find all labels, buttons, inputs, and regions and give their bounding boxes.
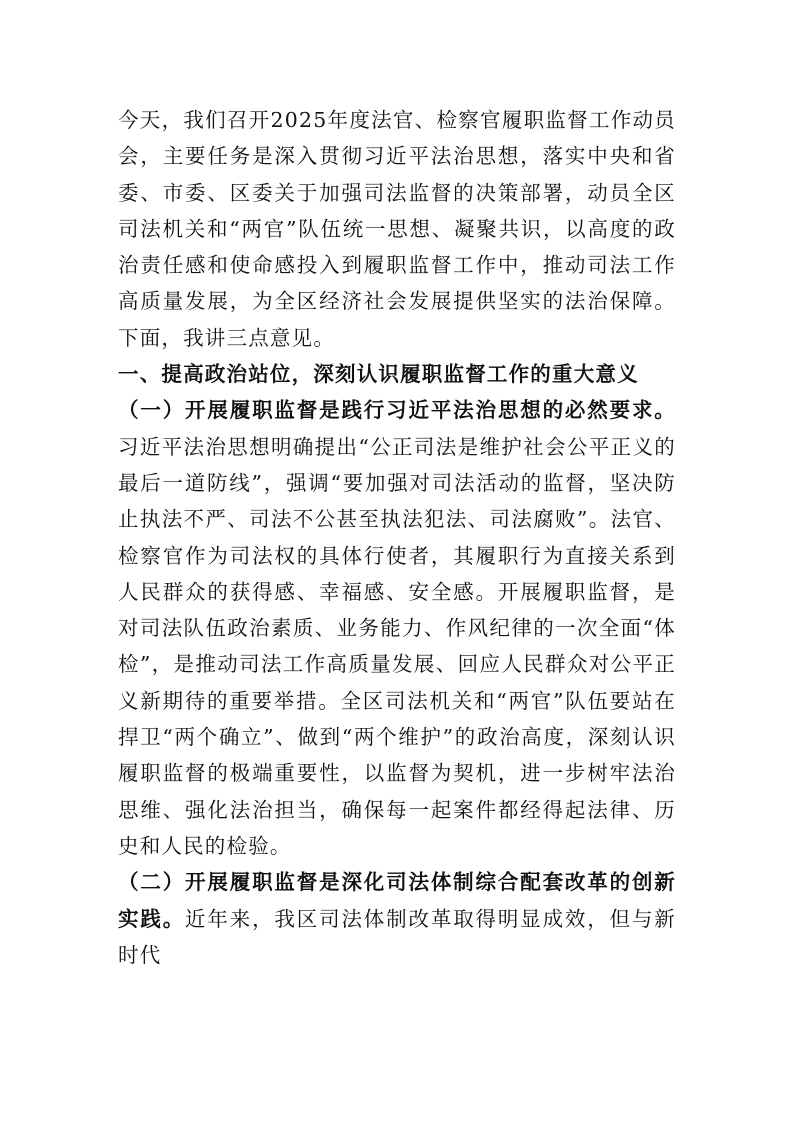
- subsection-1-paragraph: [118, 392, 676, 864]
- intro-text: 今天，我们召开2025年度法官、检察官履职监督工作动员会，主要任务是深入贯彻习近平法治思想，落实中央和省委、市委、区委关于加强司法监督的决策部署，动员全区司法机关和“两官”队伍统一思想、凝聚共识，以高度的政治责任感和使命感投入到履职监督工作中，推动司法工作高质量发展，为全区经济社会发展提供坚实的法治保障。下面，我讲三点意见。: [118, 108, 676, 350]
- section-heading-1: 一、提高政治站位，深刻认识履职监督工作的重大意义: [118, 362, 639, 387]
- subsection-2-body: 近年来，我区司法体制改革取得明显成效，但与新时代: [118, 906, 676, 967]
- subsection-1-body: 习近平法治思想明确提出“公正司法是维护社会公平正义的最后一道防线”，强调“要加强对司法活动的监督，坚决防止执法不严、司法不公甚至执法犯法、司法腐败”。法官、检察官作为司法权的具体行使者，其履职行为直接关系到人民群众的获得感、幸福感、安全感。开展履职监督，是对司法队伍政治素质、业务能力、作风纪律的一次全面“体检”，是推动司法工作高质量发展、回应人民群众对公平正义新期待的重要举措。全区司法机关和“两官”队伍要站在捍卫“两个确立”、做到“两个维护”的政治高度，深刻认识履职监督的极端重要性，以监督为契机，进一步树牢法治思维、强化法治担当，确保每一起案件都经得起法律、历史和人民的检验。: [118, 434, 676, 858]
- subsection-2-paragraph: [118, 864, 676, 973]
- intro-paragraph: [118, 102, 676, 356]
- document-body: [118, 102, 676, 973]
- subsection-2-title: （二）开展履职监督是深化司法体制综合配套改革的创新实践。: [118, 870, 676, 931]
- subsection-1-title: （一）开展履职监督是践行习近平法治思想的必然要求。: [118, 398, 676, 423]
